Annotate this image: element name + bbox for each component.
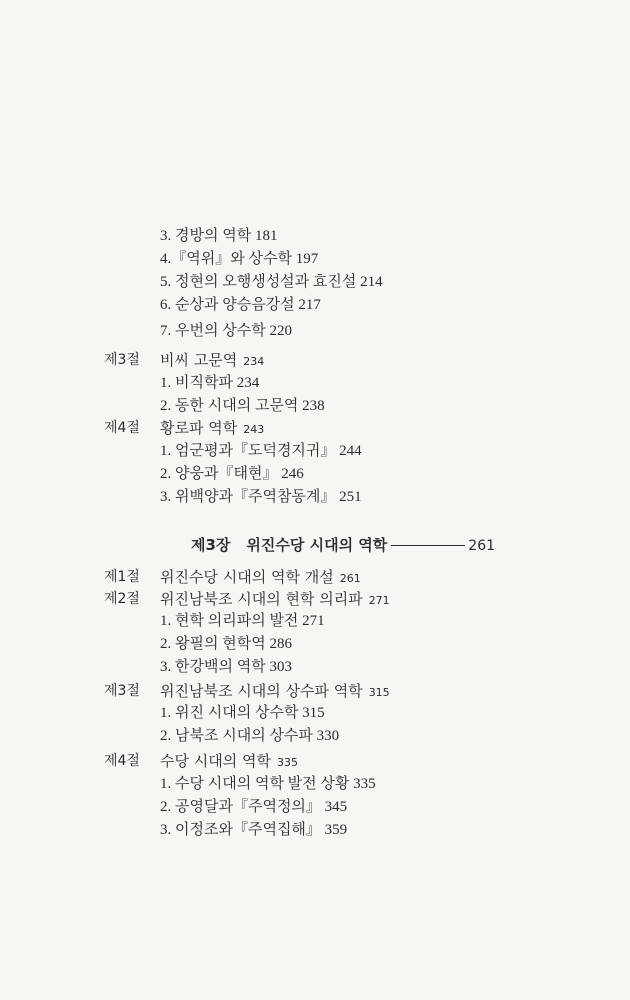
toc-item[interactable]: 3. 이정조와『주역집해』 359 [160,822,348,838]
section-heading[interactable]: 위진수당 시대의 역학 개설 261 [160,568,361,586]
toc-item[interactable]: 2. 공영달과『주역정의』 345 [160,799,348,815]
toc-item[interactable]: 1. 현학 의리파의 발전 271 [160,613,325,629]
toc-item[interactable]: 1. 수당 시대의 역학 발전 상황 335 [160,776,376,792]
chapter-title: 위진수당 시대의 역학 [246,536,388,554]
toc-item[interactable]: 6. 순상과 양승음강설 217 [160,297,321,313]
leader-rule [391,545,465,546]
section-heading[interactable]: 위진남북조 시대의 현학 의리파 271 [160,590,390,608]
section-number: 제1절 [104,569,140,585]
section-heading[interactable]: 비씨 고문역 234 [160,351,265,369]
toc-item[interactable]: 2. 남북조 시대의 상수파 330 [160,728,340,744]
toc-item[interactable]: 5. 정현의 오행생성설과 효진설 214 [160,274,383,290]
section-heading[interactable]: 위진남북조 시대의 상수파 역학 315 [160,682,390,700]
toc-item[interactable]: 2. 양웅과『태현』 246 [160,466,304,482]
toc-item[interactable]: 3. 경방의 역학 181 [160,228,278,244]
toc-item[interactable]: 1. 엄군평과『도덕경지귀』 244 [160,443,362,459]
toc-item[interactable]: 2. 왕필의 현학역 286 [160,636,292,652]
toc-item[interactable]: 4.『역위』와 상수학 197 [160,251,319,267]
section-number: 제3절 [104,683,140,699]
chapter-heading[interactable] [191,534,495,557]
toc-item[interactable]: 3. 한강백의 역학 303 [160,659,292,675]
toc-item[interactable]: 1. 위진 시대의 상수학 315 [160,705,325,721]
chapter-page: 261 [468,538,496,554]
section-number: 제2절 [104,591,140,607]
section-number: 제4절 [104,420,140,436]
section-heading[interactable]: 황로파 역학 243 [160,419,265,437]
toc-item[interactable]: 2. 동한 시대의 고문역 238 [160,398,325,414]
section-number: 제4절 [104,753,140,769]
toc-item[interactable]: 3. 위백양과『주역참동계』 251 [160,489,362,505]
section-heading[interactable]: 수당 시대의 역학 335 [160,752,298,770]
toc-item[interactable]: 1. 비직학파 234 [160,375,260,391]
chapter-number: 제3장 [191,536,231,554]
section-number: 제3절 [104,352,140,368]
toc-item[interactable]: 7. 우번의 상수학 220 [160,323,292,339]
